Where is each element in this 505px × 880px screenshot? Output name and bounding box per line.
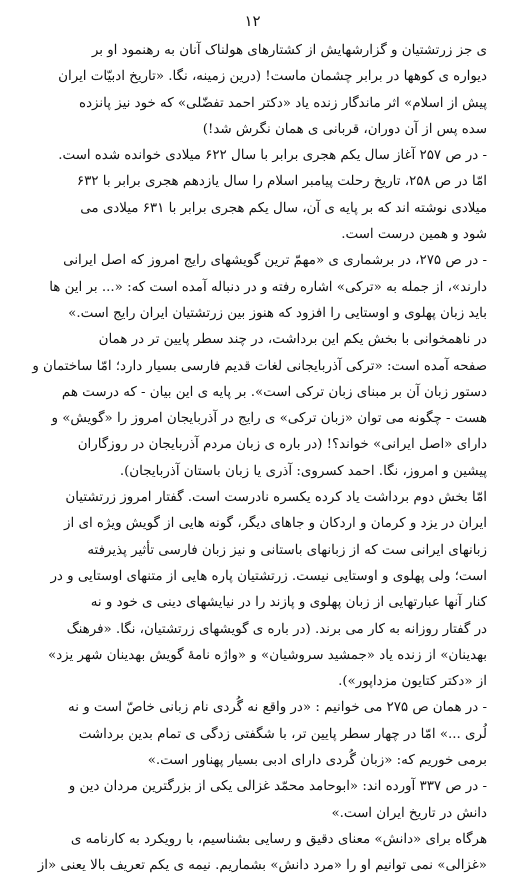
text-line: برمی خوریم که: «زبان گُردی دارای ادبی بسیار پهناور است.»	[147, 753, 487, 769]
text-line: پیشین و امروز، نگا. احمد کسروی: آذری یا زبان باستان آذربایجان).	[119, 463, 487, 479]
body-text	[18, 38, 487, 880]
text-line: باید زبان پهلوی و اوستایی را افزود که هنوز بین زرتشتیان ایران رایج است.»	[68, 305, 487, 321]
text-line: سده پس از آن دوران، قربانی ی همان نگرش شد!)	[202, 121, 487, 137]
text-line: بهدینان» از زنده یاد «جمشید سروشیان» و «واژه نامهٔ گویش بهدینان شهر یزد»	[48, 647, 487, 663]
text-line: ی جز زرتشتیان و گزارشهایش از کشتارهای هولناک آنان به رهنمود او بر	[91, 43, 487, 58]
text-line: دارای «اصل ایرانی» خواند؟! (در باره ی زبان مردم آذربایجان در روزگاران	[77, 437, 487, 453]
text-line: شود و همین درست است.	[341, 227, 487, 243]
text-line: هست - چگونه می توان «زبان ترکی» ی رایج در آذربایجان امروز را «گویش» و	[51, 411, 487, 427]
text-line: هرگاه برای «دانش» معنای دقیق و رسایی بشناسیم، با رویکرد به کارنامه ی	[70, 831, 487, 847]
text-line: دستور زبان آن بر مبنای زبان ترکی است». بر پایه ی این بیان - که درست هم	[61, 384, 487, 400]
text-line: دانش در تاریخ ایران است.»	[331, 805, 487, 821]
text-line: میلادی نوشته اند که بر پایه ی آن، سال یکم هجری برابر با ۶۳۱ میلادی می	[80, 200, 487, 216]
text-line: - در ص ۲۵۷ آغاز سال یکم هجری برابر با سال ۶۲۲ میلادی خوانده شده است.	[58, 148, 487, 164]
text-line: - در همان ص ۲۷۵ می خوانیم : «در واقع نه گُردی نام زبانی خاصّ است و نه	[68, 700, 487, 716]
text-line: در گفتار روزانه به کار می برند. (در باره ی گویشهای زرتشتیان، نگا. «فرهنگ	[66, 621, 487, 637]
text-line: «غزالی» نمی توانیم او را «مرد دانش» بشماریم. نیمه ی یکم تعریف بالا یعنی «از	[37, 858, 487, 874]
text-line: از «دکتر کتایون مزداپور»).	[338, 674, 487, 690]
text-line: لُری ...» امّا در چهار سطر پایین تر، با شگفتی زدگی ی تمام بدین برداشت	[78, 726, 487, 742]
text-line: امّا در ص ۲۵۸، تاریخ رحلت پیامبر اسلام را سال یازدهم هجری برابر با ۶۳۲	[76, 174, 487, 190]
text-line: دارند»، از جمله به «ترکی» اشاره رفته و در دنباله آمده است که: «... بر این ها	[49, 279, 487, 295]
page-number: ۱۲	[244, 12, 261, 30]
text-line: است؛ ولی پهلوی و اوستایی نیست. زرتشتیان پاره هایی از متنهای اوستایی و در	[50, 568, 487, 584]
text-line: زبانهای ایرانی ست که از زبانهای باستانی و نیز زبان فارسی تأثیر پذیرفته	[87, 542, 487, 558]
text-line: در ناهمخوانی با بخش یکم این برداشت، در چند سطر پایین تر در همان	[98, 332, 487, 348]
text-line: ایران در یزد و کرمان و اردکان و جاهای دیگر، گونه هایی از گویش ویژه ای از	[64, 516, 487, 532]
text-line: پیش از اسلام» اثر ماندگار زنده یاد «دکتر احمد تفضّلی» که خود نیز پانزده	[79, 95, 487, 111]
text-line: - در ص ۳۳۷ آورده اند: «ابوحامد محمّد غزالی یکی از بزرگترین مردان دین و	[68, 779, 487, 795]
text-line: دیواره ی کوهها در برابر چشمان ماست! (درین زمینه، نگا. «تاریخ ادبیّات ایران	[58, 69, 487, 85]
text-line: - در ص ۲۷۵، در برشماری ی «مهمّ ترین گویشهای رایج امروز که اصل ایرانی	[63, 253, 487, 269]
text-line: امّا بخش دوم برداشت یاد کرده یکسره نادرست است. گفتار امروز زرتشتیان	[65, 490, 487, 506]
text-line: صفحه آمده است: «ترکی آذربایجانی لغات قدیم فارسی بسیار دارد؛ امّا ساختمان و	[32, 358, 487, 374]
text-line: کنار آنها عبارتهایی از زبان پهلوی و پازند را در نیایشهای دینی ی خود و نه	[90, 595, 487, 611]
